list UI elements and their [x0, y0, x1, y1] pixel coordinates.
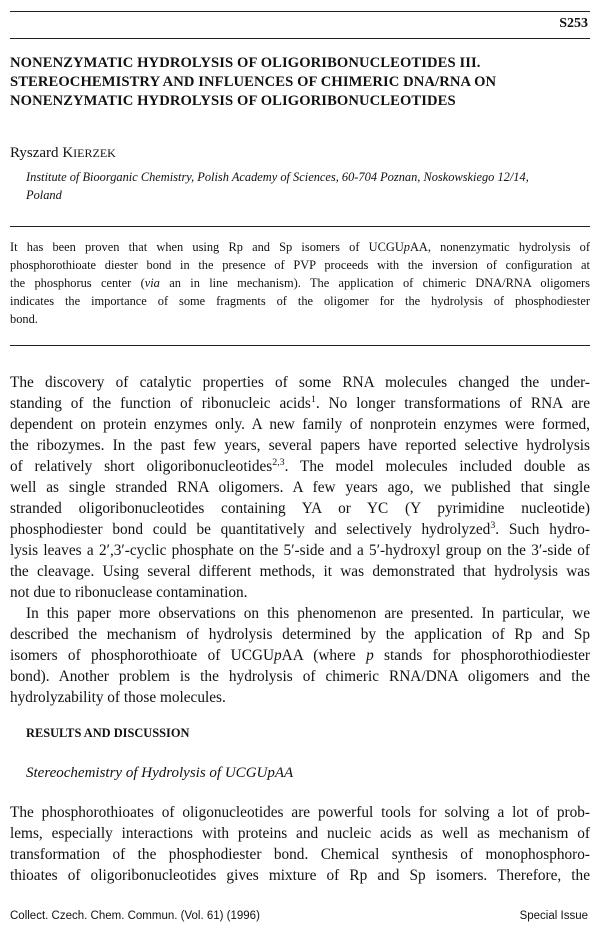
page-number: S253 [559, 16, 588, 31]
body-line: hydrolyzability of those molecules. [10, 689, 226, 706]
author-last-cap: K [62, 145, 74, 161]
body-line: isomers of phosphorothioate of UCGUpAA (where p stands for phosphorothiodiester [10, 647, 590, 664]
top-rule [10, 11, 590, 12]
author-first: Ryszard [10, 145, 63, 161]
body-line: not due to ribonuclease contamination. [10, 584, 248, 601]
citation: 3 [490, 519, 496, 531]
abstract-line: indicates the importance of some fragments of the oligomer for the hydrolysis of phosphodiester [10, 294, 590, 308]
body-line: The discovery of catalytic properties of some RNA molecules changed the under- [10, 374, 590, 391]
body-line: the cleavage. Using several different methods, it was demonstrated that hydrolysis was [10, 563, 590, 580]
title-line: NONENZYMATIC HYDROLYSIS OF OLIGORIBONUCLEOTIDES III. [10, 55, 481, 71]
author-name [10, 145, 116, 162]
intro-text [10, 372, 590, 708]
author-last-rest: IERZEK [73, 146, 116, 160]
footer-citation: Collect. Czech. Chem. Commun. (Vol. 61) (1996) [10, 910, 260, 922]
title-line: STEREOCHEMISTRY AND INFLUENCES OF CHIMERIC DNA/RNA ON [10, 74, 497, 90]
author-affiliation [26, 168, 588, 204]
footer-issue: Special Issue [519, 910, 588, 922]
body-line: stranded oligoribonucleotides containing YA or YC (Y pyrimidine nucleotide) [10, 500, 590, 517]
abstract [10, 238, 590, 328]
abstract-top-rule [10, 226, 590, 227]
body-line: In this paper more observations on this phenomenon are presented. In particular, we [26, 605, 590, 622]
body-line: well as single stranded RNA oligomers. A few years ago, we published that single [10, 479, 590, 496]
body-line: the ribozymes. In the past few years, several papers have reported selective hydrolysis [10, 437, 590, 454]
body-line: The phosphorothioates of oligonucleotides are powerful tools for solving a lot of prob- [10, 804, 590, 821]
body-line: dependent on protein enzymes only. A new family of nonprotein enzymes were formed, [10, 416, 590, 433]
abstract-line: It has been proven that when using Rp and Sp isomers of UCGUpAA, nonenzymatic hydrolysis of [10, 240, 590, 254]
subsection-heading: Stereochemistry of Hydrolysis of UCGUpAA [26, 765, 294, 781]
title-line: NONENZYMATIC HYDROLYSIS OF OLIGORIBONUCLEOTIDES [10, 93, 456, 109]
abstract-line: the phosphorus center (via an in line mechanism). The application of chimeric DNA/RNA oligomers [10, 276, 590, 290]
body-line: of relatively short oligoribonucleotides$^{2,3}$. The model molecules included double as [10, 456, 590, 475]
abstract-line: bond. [10, 312, 38, 326]
body-line: phosphodiester bond could be quantitatively and selectively hydrolyzed$^3$. Such hydro- [10, 519, 590, 538]
citation: 1 [310, 393, 316, 405]
body-line: described the mechanism of hydrolysis determined by the application of Rp and Sp [10, 626, 590, 643]
section-heading: RESULTS AND DISCUSSION [26, 726, 190, 740]
results-text [10, 802, 590, 886]
body-line: transformation of the phosphodiester bond. Chemical synthesis of monophosphoro- [10, 846, 590, 863]
affiliation-line: Institute of Bioorganic Chemistry, Polish Academy of Sciences, 60-704 Poznan, Noskowskiego 12/14, [26, 170, 529, 184]
abstract-bottom-rule [10, 345, 590, 346]
citation: 2,3 [272, 456, 285, 468]
body-line: lysis leaves a 2′,3′-cyclic phosphate on the 5′-side and a 5′-hydroxyl group on the 3′-side of [10, 542, 590, 559]
body-line: thioates of oligoribonucleotides gives mixture of Rp and Sp isomers. Therefore, the [10, 867, 590, 884]
body-line: bond). Another problem is the hydrolysis of chimeric RNA/DNA oligomers and the [10, 668, 590, 685]
body-line: standing of the function of ribonucleic acids$^1$. No longer transformations of RNA are [10, 393, 590, 412]
body-line: lems, especially interactions with proteins and nucleic acids as well as mechanism of [10, 825, 590, 842]
abstract-line: phosphorothioate diester bond in the presence of PVP proceeds with the inversion of configuration at [10, 258, 590, 272]
article-title [10, 54, 590, 111]
header-rule [10, 38, 590, 39]
affiliation-line: Poland [26, 188, 62, 202]
